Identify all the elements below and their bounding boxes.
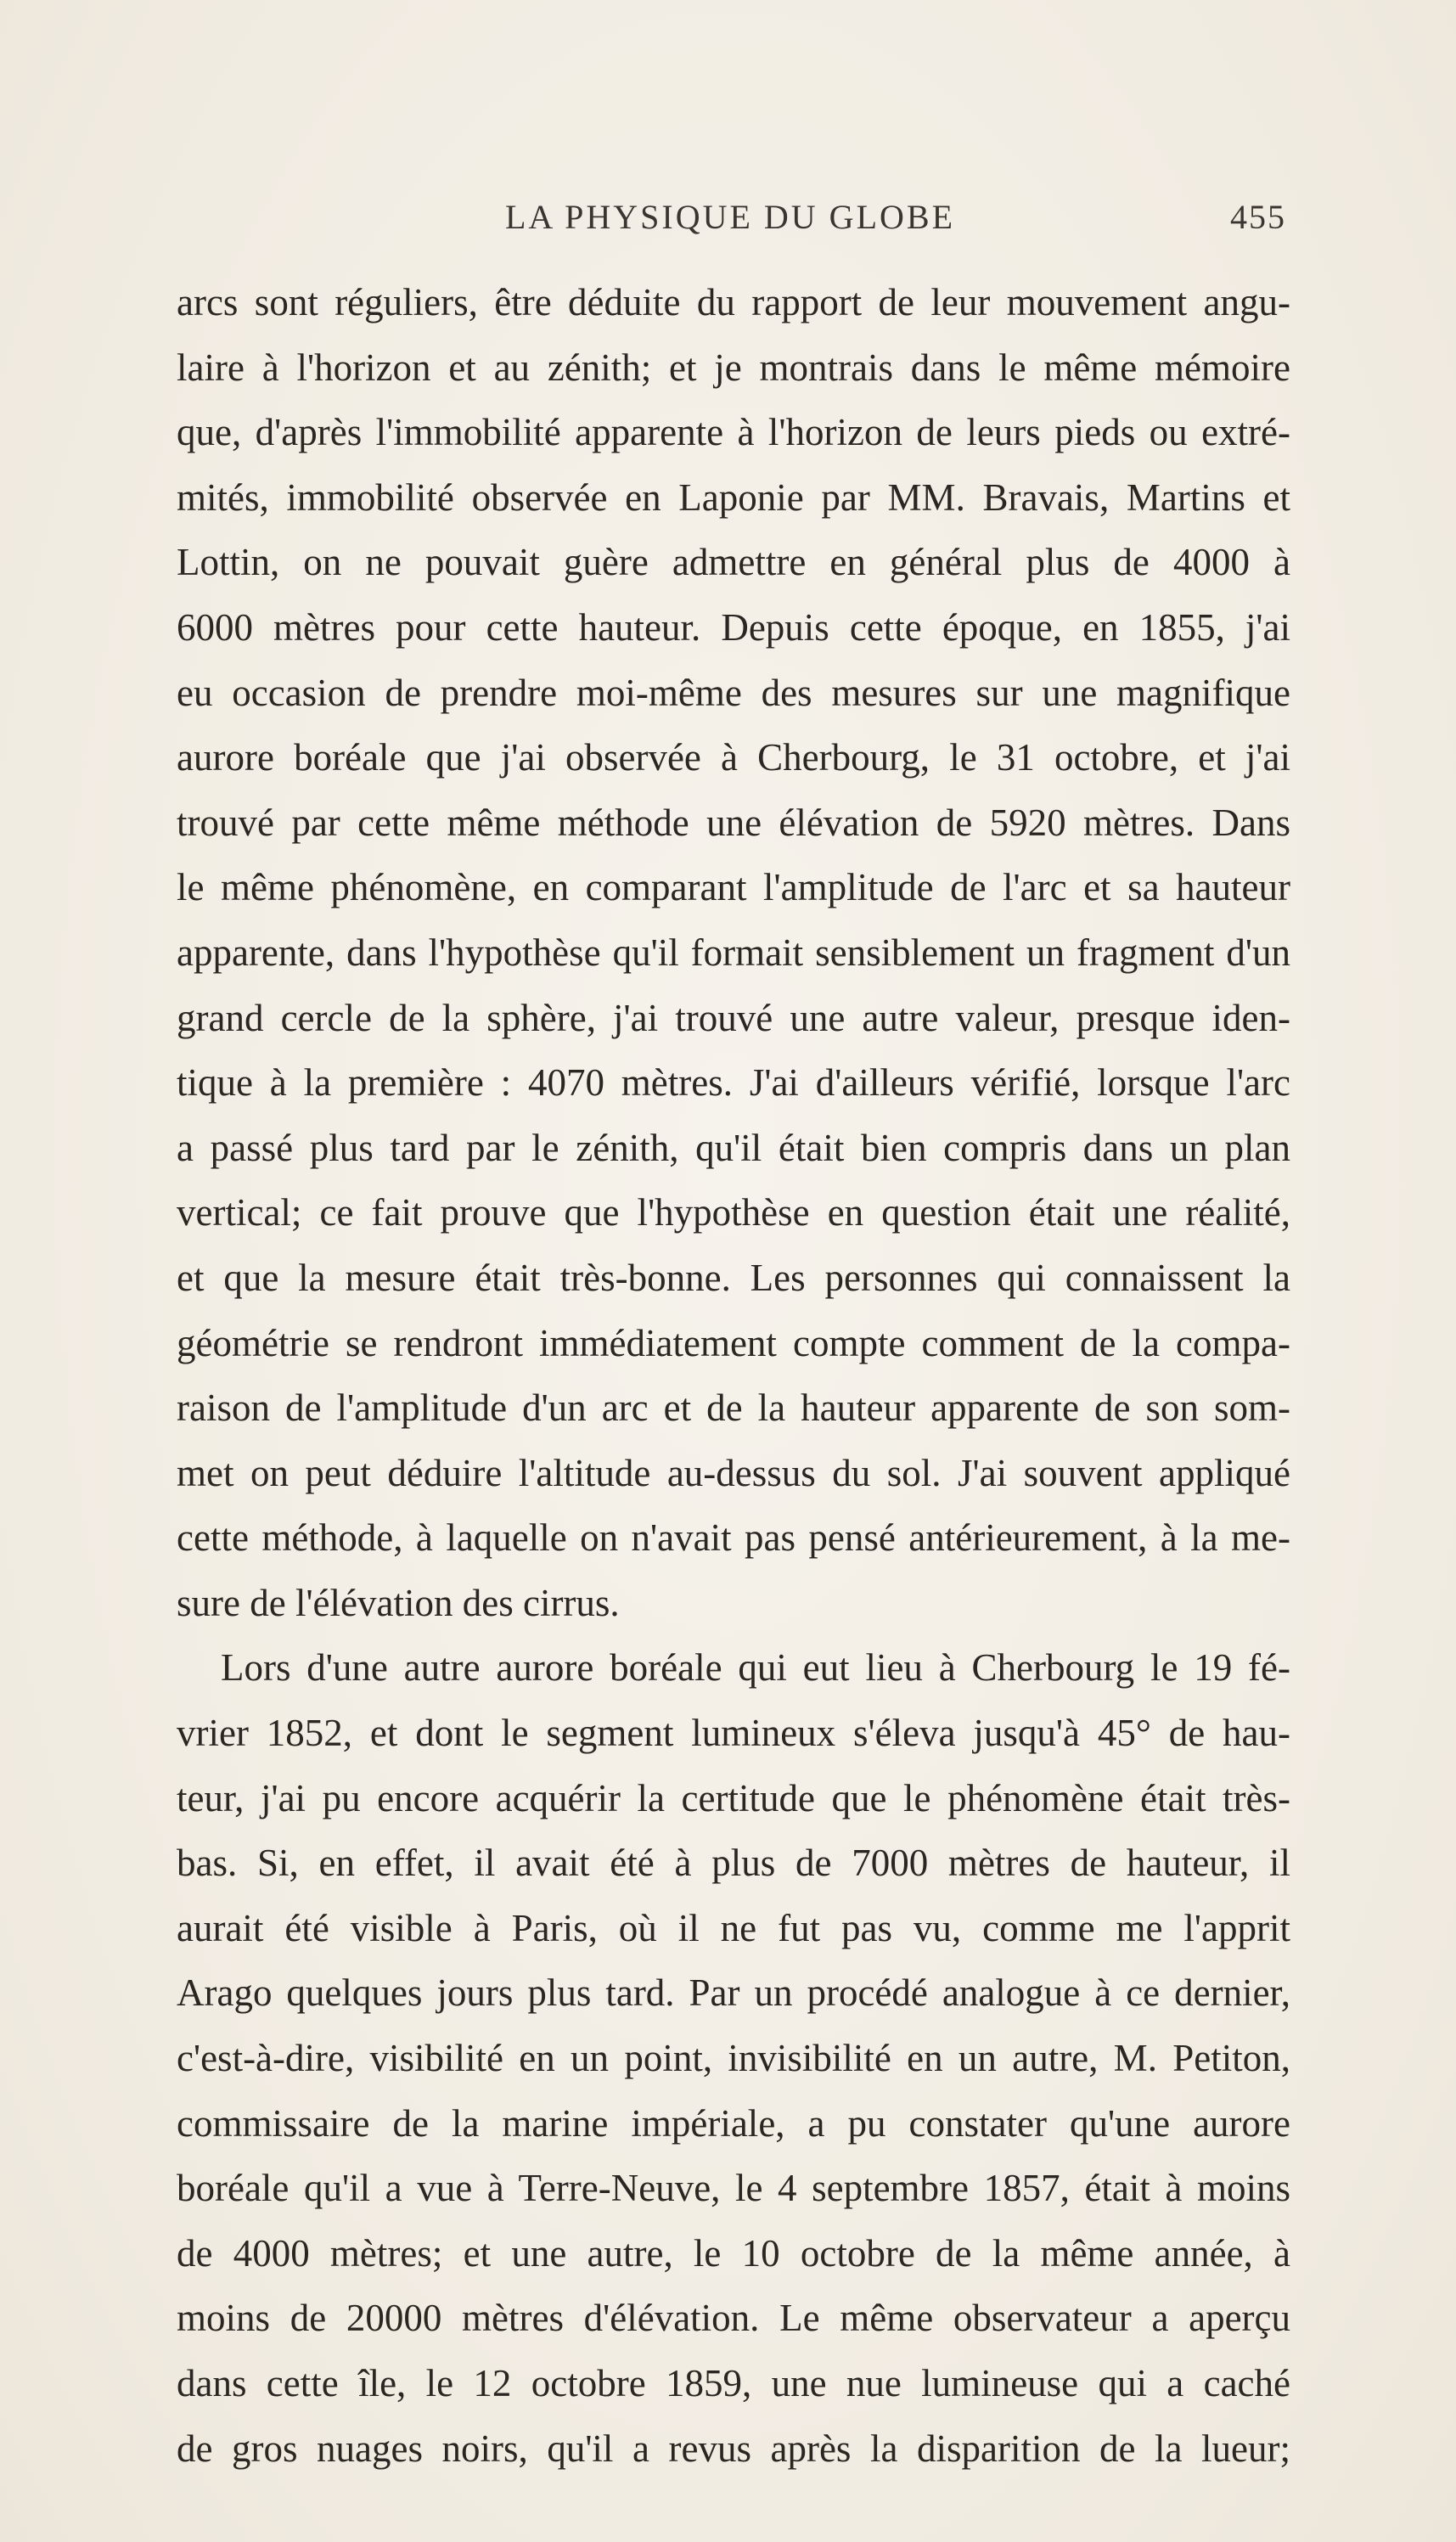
text-line: sure de l'élévation des cirrus. bbox=[177, 1581, 620, 1624]
text-line: vrier 1852, et dont le segment lumineux s'éleva jusqu'à 45° de hau- bbox=[177, 1712, 1290, 1755]
text-line: géométrie se rendront immédiatement compte comment de la compa- bbox=[177, 1321, 1290, 1364]
text-line: Lors d'une autre aurore boréale qui eut lieu à Cherbourg le 19 fé- bbox=[221, 1646, 1290, 1690]
paragraph-1 bbox=[177, 270, 1290, 1635]
text-line: met on peut déduire l'altitude au-dessus du sol. J'ai souvent appliqué bbox=[177, 1451, 1290, 1494]
text-line: commissaire de la marine impériale, a pu constater qu'une aurore bbox=[177, 2101, 1290, 2145]
text-line: le même phénomène, en comparant l'amplitude de l'arc et sa hauteur bbox=[177, 866, 1290, 909]
text-line: a passé plus tard par le zénith, qu'il était bien compris dans un plan bbox=[177, 1126, 1290, 1169]
text-line: eu occasion de prendre moi-même des mesures sur une magnifique bbox=[177, 671, 1290, 714]
text-line: dans cette île, le 12 octobre 1859, une nue lumineuse qui a caché bbox=[177, 2362, 1290, 2404]
text-line: vertical; ce fait prouve que l'hypothèse en question était une réalité, bbox=[177, 1191, 1290, 1234]
text-line: trouvé par cette même méthode une élévation de 5920 mètres. Dans bbox=[177, 801, 1290, 844]
text-line: aurait été visible à Paris, où il ne fut pas vu, comme me l'apprit bbox=[177, 1906, 1290, 1949]
text-line: raison de l'amplitude d'un arc et de la hauteur apparente de son som- bbox=[177, 1386, 1290, 1430]
text-line: grand cercle de la sphère, j'ai trouvé une autre valeur, presque iden- bbox=[177, 996, 1290, 1039]
text-line: c'est-à-dire, visibilité en un point, invisibilité en un autre, M. Petiton, bbox=[177, 2037, 1290, 2080]
text-line: laire à l'horizon et au zénith; et je montrais dans le même mémoire bbox=[177, 346, 1290, 389]
text-line: tique à la première : 4070 mètres. J'ai d'ailleurs vérifié, lorsque l'arc bbox=[177, 1061, 1290, 1105]
running-title: LA PHYSIQUE DU GLOBE bbox=[505, 198, 955, 236]
text-line: Lottin, on ne pouvait guère admettre en général plus de 4000 à bbox=[177, 541, 1290, 584]
text-line: arcs sont réguliers, être déduite du rapport de leur mouvement angu- bbox=[177, 281, 1290, 323]
text-block bbox=[177, 270, 1290, 2481]
text-line: cette méthode, à laquelle on n'avait pas pensé antérieurement, à la me- bbox=[177, 1516, 1290, 1560]
text-line: mités, immobilité observée en Laponie par MM. Bravais, Martins et bbox=[177, 475, 1290, 519]
text-line: boréale qu'il a vue à Terre-Neuve, le 4 septembre 1857, était à moins bbox=[177, 2167, 1290, 2210]
text-line: bas. Si, en effet, il avait été à plus de 7000 mètres de hauteur, il bbox=[177, 1842, 1290, 1885]
text-line: de gros nuages noirs, qu'il a revus après la disparition de la lueur; bbox=[177, 2427, 1290, 2470]
page-number: 455 bbox=[1230, 198, 1286, 236]
text-line: Arago quelques jours plus tard. Par un procédé analogue à ce dernier, bbox=[177, 1971, 1290, 2015]
text-line: que, d'après l'immobilité apparente à l'horizon de leurs pieds ou extré- bbox=[177, 411, 1290, 454]
text-line: 6000 mètres pour cette hauteur. Depuis cette époque, en 1855, j'ai bbox=[177, 605, 1290, 649]
text-line: aurore boréale que j'ai observée à Cherbourg, le 31 octobre, et j'ai bbox=[177, 736, 1290, 779]
text-line: moins de 20000 mètres d'élévation. Le même observateur a aperçu bbox=[177, 2297, 1290, 2340]
text-line: apparente, dans l'hypothèse qu'il formait sensiblement un fragment d'un bbox=[177, 931, 1290, 974]
running-head bbox=[0, 197, 1456, 248]
text-line: teur, j'ai pu encore acquérir la certitude que le phénomène était très- bbox=[177, 1776, 1290, 1819]
text-line: de 4000 mètres; et une autre, le 10 octobre de la même année, à bbox=[177, 2231, 1290, 2275]
paragraph-2 bbox=[177, 1635, 1290, 2481]
text-line: et que la mesure était très-bonne. Les personnes qui connaissent la bbox=[177, 1256, 1290, 1299]
